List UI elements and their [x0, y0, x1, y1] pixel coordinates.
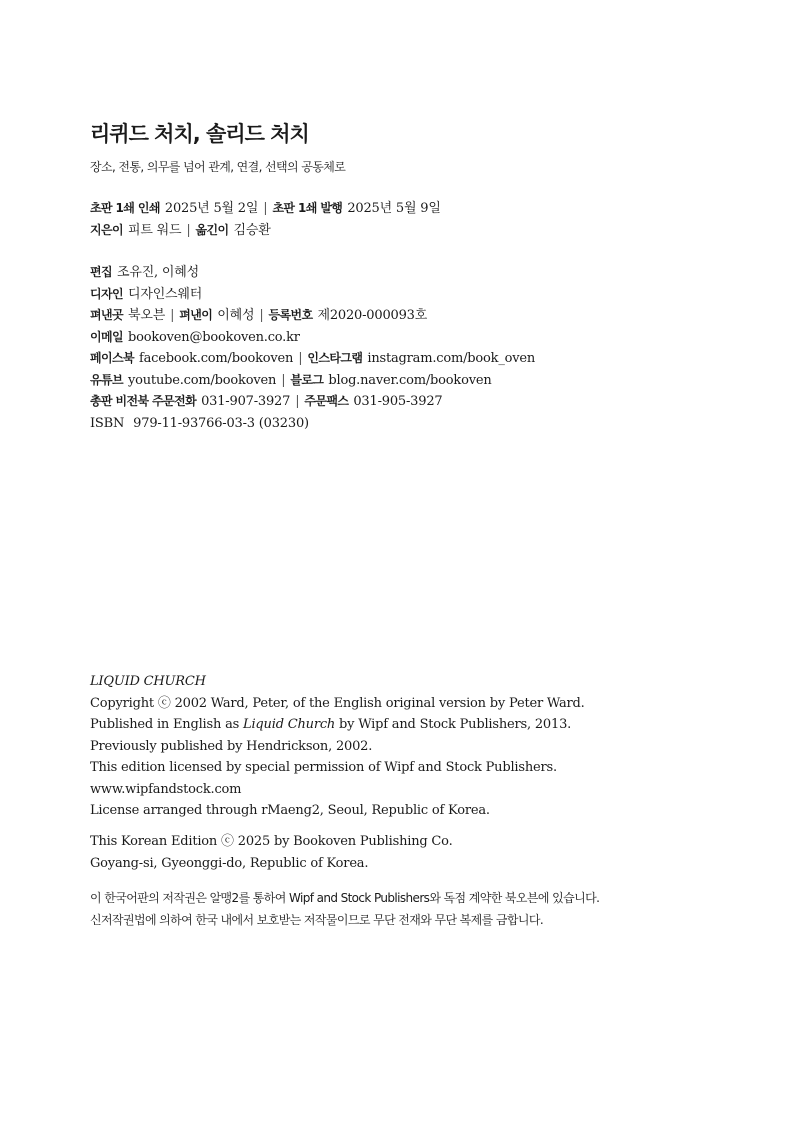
email-label: 이메일 [90, 329, 123, 344]
author-label: 지은이 [90, 222, 123, 237]
printing-dates-line [90, 198, 441, 220]
design-line [90, 284, 535, 306]
registration-label: 등록번호 [268, 308, 313, 322]
publisher-line [90, 305, 535, 327]
location-line: Goyang-si, Gyeonggi-do, Republic of Korea. [90, 855, 369, 871]
publisher-label: 펴낸곳 [90, 308, 123, 322]
issuer-label: 펴낸이 [179, 308, 213, 322]
separator: | [295, 394, 300, 409]
social-line-2 [90, 370, 535, 392]
first-publish-date: 2025년 5월 9일 [347, 201, 441, 216]
rights-notice-block [90, 887, 599, 931]
social-line-1 [90, 348, 535, 370]
design-label: 디자인 [90, 286, 123, 301]
publisher-name: 북오븐 [127, 308, 166, 323]
facebook-label: 페이스북 [90, 351, 134, 365]
separator: | [170, 308, 175, 323]
licensed-line: This edition licensed by special permission of Wipf and Stock Publishers. [90, 760, 557, 775]
korean-edition-block [90, 831, 453, 874]
email-address: bookoven@bookoven.co.kr [127, 329, 300, 345]
separator: | [298, 351, 303, 366]
fax-label: 주문팩스 [304, 394, 349, 408]
website-line: www.wipfandstock.com [90, 781, 242, 797]
printing-block [90, 198, 441, 241]
isbn-line [90, 413, 535, 435]
author-name: 피트 워드 [127, 222, 182, 238]
order-line [90, 391, 535, 413]
copyright-line: Copyright ⓒ 2002 Ward, Peter, of the English original version by Peter Ward. [90, 695, 585, 711]
editor-label: 편집 [90, 265, 112, 279]
email-line [90, 327, 535, 349]
translator-name: 김승환 [233, 222, 271, 238]
original-title: LIQUID CHURCH [90, 674, 206, 689]
isbn-number: 979-11-93766-03-3 (03230) [133, 415, 309, 431]
book-title: 리퀴드 처치, 솔리드 처치 [90, 122, 309, 146]
blog-label: 블로그 [290, 372, 324, 387]
design-name: 디자인스웨터 [127, 286, 203, 302]
rights-notice-line-1: 이 한국어판의 저작권은 알맹2를 통하여 Wipf and Stock Publishers와 독점 계약한 북오븐에 있습니다. [90, 891, 600, 905]
translator-label: 옮긴이 [195, 222, 229, 237]
distributor-phone: 031-907-3927 [201, 394, 291, 409]
separator: | [259, 308, 264, 323]
published-line [90, 714, 585, 736]
published-suffix: by Wipf and Stock Publishers, 2013. [335, 717, 572, 732]
separator: | [263, 201, 268, 216]
first-print-date: 2025년 5월 2일 [164, 201, 259, 216]
separator: | [186, 222, 191, 238]
isbn-label: ISBN [90, 415, 125, 431]
english-copyright-block [90, 671, 585, 822]
issuer-name: 이혜성 [217, 308, 255, 323]
distributor-label: 총판 비전북 주문전화 [90, 394, 197, 408]
book-subtitle: 장소, 전통, 의무를 넘어 관계, 연결, 선택의 공동체로 [90, 160, 346, 174]
first-publish-label: 초판 1쇄 발행 [272, 201, 343, 215]
youtube-url: youtube.com/bookoven [127, 372, 277, 388]
separator: | [281, 372, 286, 388]
youtube-label: 유튜브 [90, 372, 123, 387]
facebook-url: facebook.com/bookoven [138, 351, 294, 366]
previously-line: Previously published by Hendrickson, 2002. [90, 738, 373, 754]
korean-edition-line: This Korean Edition ⓒ 2025 by Bookoven Publishing Co. [90, 834, 453, 849]
publisher-block [90, 262, 535, 434]
arranged-line: License arranged through rMaeng2, Seoul, Republic of Korea. [90, 803, 490, 818]
fax-number: 031-905-3927 [353, 394, 443, 409]
editor-line [90, 262, 535, 284]
first-print-label: 초판 1쇄 인쇄 [90, 201, 160, 215]
rights-notice-line-2: 신저작권법에 의하여 한국 내에서 보호받는 저작물이므로 무단 전재와 무단 복제를 금합니다. [90, 913, 544, 927]
editor-names: 조유진, 이혜성 [116, 265, 199, 280]
published-title: Liquid Church [243, 717, 336, 732]
instagram-label: 인스타그램 [307, 351, 363, 365]
registration-number: 제2020-000093호 [317, 308, 428, 323]
published-prefix: Published in English as [90, 717, 244, 732]
author-translator-line [90, 220, 441, 242]
blog-url: blog.naver.com/bookoven [328, 372, 492, 388]
instagram-url: instagram.com/book_oven [367, 351, 536, 366]
